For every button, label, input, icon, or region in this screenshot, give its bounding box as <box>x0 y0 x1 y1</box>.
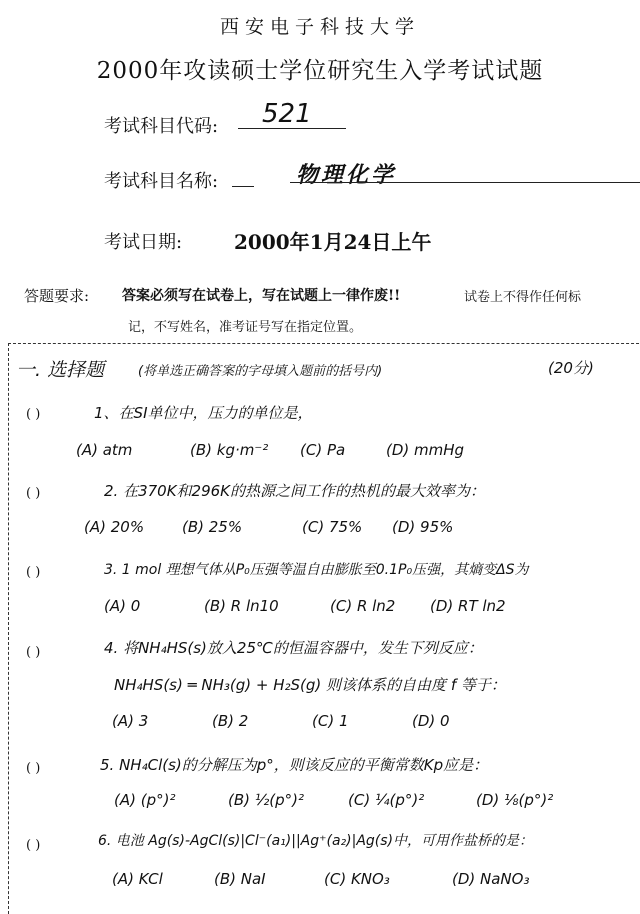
question-text: 5. NH₄Cl(s)的分解压为p°，则该反应的平衡常数Kp应是： <box>100 756 489 774</box>
option: (B) 2 <box>212 712 249 730</box>
school-name: 西安电子科技大学 <box>219 16 420 38</box>
question-text: 4. 将NH₄HS(s)放入25℃的恒温容器中，发生下列反应： <box>104 639 483 657</box>
answer-blank: ( ) <box>26 565 41 580</box>
option: (A) (p°)² <box>114 791 176 809</box>
subject-code-label: 考试科目代码: <box>104 116 219 137</box>
requirements-bold: 答案必须写在试卷上，写在试题上一律作废!! <box>122 288 401 304</box>
question-text: 6. 电池 Ag(s)-AgCl(s)|Cl⁻(a₁)||Ag⁺(a₂)|Ag(s)中，可用作盐桥的是： <box>98 833 534 849</box>
option: (D) NaNO₃ <box>452 870 530 888</box>
subject-name-value: 物理化学 <box>296 163 397 188</box>
exam-date-label: 考试日期: <box>104 232 183 253</box>
question-text: 2. 在370K和296K的热源之间工作的热机的最大效率为： <box>104 482 486 500</box>
option: (C) Pa <box>300 441 346 459</box>
code-underline <box>238 128 346 129</box>
requirements-rest: 试卷上不得作任何标 <box>464 290 582 305</box>
option: (C) 1 <box>312 712 349 730</box>
option: (B) R ln10 <box>204 597 279 615</box>
question-text: 3. 1 mol 理想气体从P₀压强等温自由膨胀至0.1P₀压强，其熵变ΔS为 <box>104 562 529 578</box>
exam-title: 2000年攻读硕士学位研究生入学考试试题 <box>96 58 544 84</box>
reaction-equation: NH₄HS(s) ═ NH₃(g) + H₂S(g) 则该体系的自由度 f 等于： <box>114 676 506 694</box>
answer-blank: ( ) <box>26 838 41 853</box>
option: (B) NaI <box>214 870 266 888</box>
option: (D) 95% <box>392 518 454 536</box>
option: (B) kg·m⁻² <box>190 441 269 459</box>
name-underline-short <box>232 186 254 187</box>
answer-blank: ( ) <box>26 407 41 422</box>
answer-blank: ( ) <box>26 486 41 501</box>
answer-blank: ( ) <box>26 761 41 776</box>
answer-region <box>8 343 640 914</box>
option: (A) KCl <box>112 870 163 888</box>
option: (D) 0 <box>412 712 450 730</box>
option: (D) RT ln2 <box>430 597 506 615</box>
option: (A) 0 <box>104 597 141 615</box>
name-underline <box>290 182 640 183</box>
question-text: 1、在SI单位中，压力的单位是， <box>94 404 313 422</box>
option: (A) 3 <box>112 712 149 730</box>
section-score: (20分) <box>548 359 594 377</box>
option: (C) R ln2 <box>330 597 396 615</box>
exam-date-value: 2000年1月24日上午 <box>234 230 432 254</box>
option: (C) ¼(p°)² <box>348 791 425 809</box>
requirements-line2: 记，不写姓名，准考证号写在指定位置。 <box>128 320 363 335</box>
option: (B) ½(p°)² <box>228 791 305 809</box>
subject-name-label: 考试科目名称: <box>104 171 219 192</box>
option: (A) atm <box>76 441 133 459</box>
option: (C) 75% <box>302 518 363 536</box>
option: (B) 25% <box>182 518 243 536</box>
section-note: (将单选正确答案的字母填入题前的括号内) <box>138 364 383 379</box>
option: (D) ⅛(p°)² <box>476 791 554 809</box>
option: (A) 20% <box>84 518 145 536</box>
requirements-label: 答题要求: <box>24 287 90 305</box>
section-title: 一. 选择题 <box>16 359 105 381</box>
option: (C) KNO₃ <box>324 870 390 888</box>
option: (D) mmHg <box>386 441 465 459</box>
subject-code-value: 521 <box>262 99 312 129</box>
answer-blank: ( ) <box>26 645 41 660</box>
